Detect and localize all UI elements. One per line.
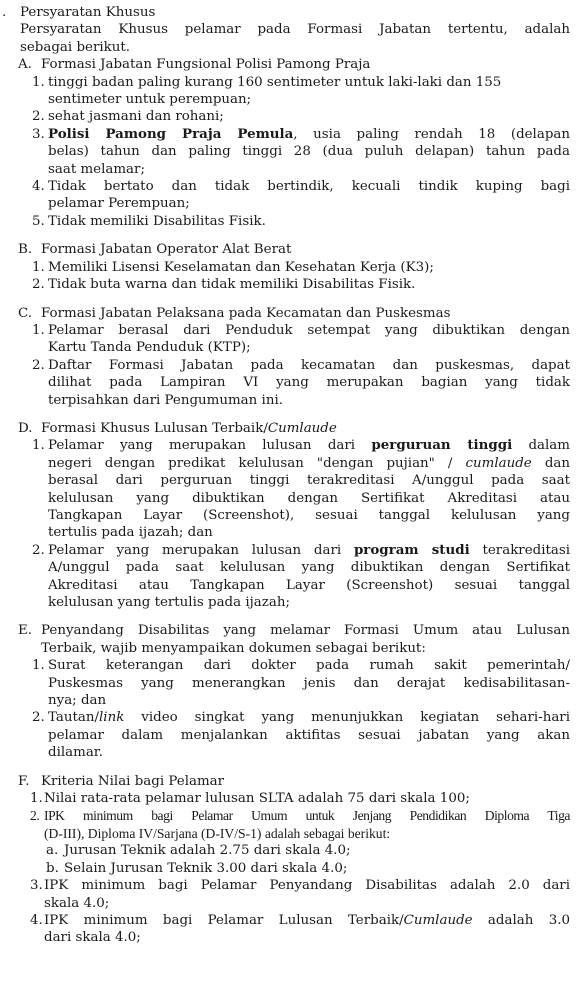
heading-bullet: .: [2, 5, 7, 20]
list-item-continuation: dilihat pada Lampiran VI yang merupakan bagian yang tidak: [48, 375, 570, 391]
list-item-continuation: nya; dan: [48, 693, 107, 709]
list-item-continuation: saat melamar;: [48, 161, 145, 177]
list-item-continuation: pelamar dalam menjalankan aktifitas sesuai jabatan yang akan: [48, 727, 570, 743]
list-item: 2. Pelamar yang merupakan lulusan dari program studi terakreditasi: [32, 541, 571, 558]
list-item-continuation: skala 4.0;: [44, 895, 110, 911]
list-item-continuation: sentimeter untuk perempuan;: [48, 92, 252, 108]
section-b: [0, 241, 570, 293]
list-item-continuation: tertulis pada ijazah; dan: [48, 525, 213, 541]
list-item: 2. sehat jasmani dan rohani;: [32, 109, 224, 125]
section-b-title: B. Formasi Jabatan Operator Alat Berat: [18, 242, 292, 258]
list-item: 1. Nilai rata-rata pelamar lulusan SLTA adalah 75 dari skala 100;: [30, 791, 470, 807]
list-item-continuation: (D-III), Diploma IV/Sarjana (D-IV/S-1) adalah sebagai berikut:: [44, 825, 391, 841]
list-item-continuation: dari skala 4.0;: [44, 930, 141, 946]
section-e: [0, 622, 570, 761]
list-item: 2. Tautan/link video singkat yang menunjukkan kegiatan sehari-hari: [32, 710, 570, 726]
section-a-title: A. Formasi Jabatan Fungsional Polisi Pamong Praja: [18, 57, 371, 73]
list-item: 1. Pelamar yang merupakan lulusan dari perguruan tinggi dalam: [32, 437, 570, 454]
section-heading: [0, 4, 570, 21]
list-item-continuation: A/unggul pada saat kelulusan yang dibuktikan dengan Sertifikat: [48, 560, 570, 576]
list-item: 5. Tidak memiliki Disabilitas Fisik.: [32, 213, 266, 229]
list-item-continuation: Puskesmas yang menerangkan jenis dan derajat kedisabilitasan-: [48, 675, 570, 691]
list-item-continuation: Kartu Tanda Penduduk (KTP);: [48, 340, 251, 356]
list-item: 2. Tidak buta warna dan tidak memiliki Disabilitas Fisik.: [32, 277, 416, 293]
section-f: [0, 773, 570, 947]
list-item: 1. Pelamar berasal dari Penduduk setempat yang dibuktikan dengan: [32, 322, 570, 338]
list-item-continuation: terpisahkan dari Pengumuman ini.: [48, 392, 283, 408]
list-item-continuation: dilamar.: [48, 745, 103, 761]
list-item-continuation: belas) tahun dan paling tinggi 28 (dua puluh delapan) tahun pada: [48, 144, 570, 160]
list-item: 1. Surat keterangan dari dokter pada rumah sakit pemerintah/: [32, 658, 570, 674]
document-body: [0, 4, 570, 947]
list-item-continuation: Akreditasi atau Tangkapan Layar (Screenshot) sesuai tanggal: [48, 577, 570, 593]
list-item: 4. Tidak bertato dan tidak bertindik, kecuali tindik kuping bagi: [32, 179, 570, 195]
section-d-title: D. Formasi Khusus Lulusan Terbaik/Cumlaude: [18, 420, 337, 436]
list-item: 1. Memiliki Lisensi Keselamatan dan Kesehatan Kerja (K3);: [32, 259, 434, 275]
list-item-continuation: kelulusan yang tertulis pada ijazah;: [48, 595, 290, 610]
list-item: 1. tinggi badan paling kurang 160 sentimeter untuk laki-laki dan 155: [32, 74, 502, 90]
section-c: [0, 305, 570, 409]
intro-line-2: sebagai berikut.: [20, 39, 131, 55]
list-item-continuation: Tangkapan Layar (Screenshot), sesuai tanggal kelulusan yang: [48, 507, 570, 523]
list-item-continuation: berasal dari perguruan tinggi terakreditasi A/unggul pada saat: [48, 473, 570, 489]
list-item: 3. IPK minimum bagi Pelamar Penyandang Disabilitas adalah 2.0 dari: [30, 878, 570, 894]
list-item-continuation: kelulusan yang dibuktikan dengan Sertifikat Akreditasi atau: [48, 490, 570, 506]
section-d: [0, 420, 570, 611]
list-item-continuation: negeri dengan predikat kelulusan "dengan pujian" / cumlaude dan: [48, 455, 570, 471]
section-a: [0, 56, 570, 230]
section-e-title-continuation: Terbaik, wajib menyampaikan dokumen sebagai berikut:: [41, 640, 426, 656]
list-item: 4. IPK minimum bagi Pelamar Lulusan Terbaik/Cumlaude adalah 3.0: [30, 912, 570, 928]
section-f-title: F. Kriteria Nilai bagi Pelamar: [18, 773, 225, 789]
heading-title: Persyaratan Khusus: [20, 5, 156, 20]
list-item-continuation: pelamar Perempuan;: [48, 196, 190, 212]
intro-line-1: Persyaratan Khusus pelamar pada Formasi Jabatan tertentu, adalah: [20, 22, 570, 38]
sub-list-item: b. Selain Jurusan Teknik 3.00 dari skala 4.0;: [46, 860, 348, 876]
list-item: 3. Polisi Pamong Praja Pemula, usia paling rendah 18 (delapan: [32, 125, 571, 142]
section-e-title: E. Penyandang Disabilitas yang melamar Formasi Umum atau Lulusan: [18, 623, 570, 639]
list-item: 2. IPK minimum bagi Pelamar Umum untuk Jenjang Pendidikan Diploma Tiga: [30, 808, 570, 824]
section-c-title: C. Formasi Jabatan Pelaksana pada Kecamatan dan Puskesmas: [18, 305, 451, 321]
list-item: 2. Daftar Formasi Jabatan pada kecamatan dan puskesmas, dapat: [32, 357, 570, 373]
sub-list-item: a. Jurusan Teknik adalah 2.75 dari skala 4.0;: [46, 843, 351, 859]
